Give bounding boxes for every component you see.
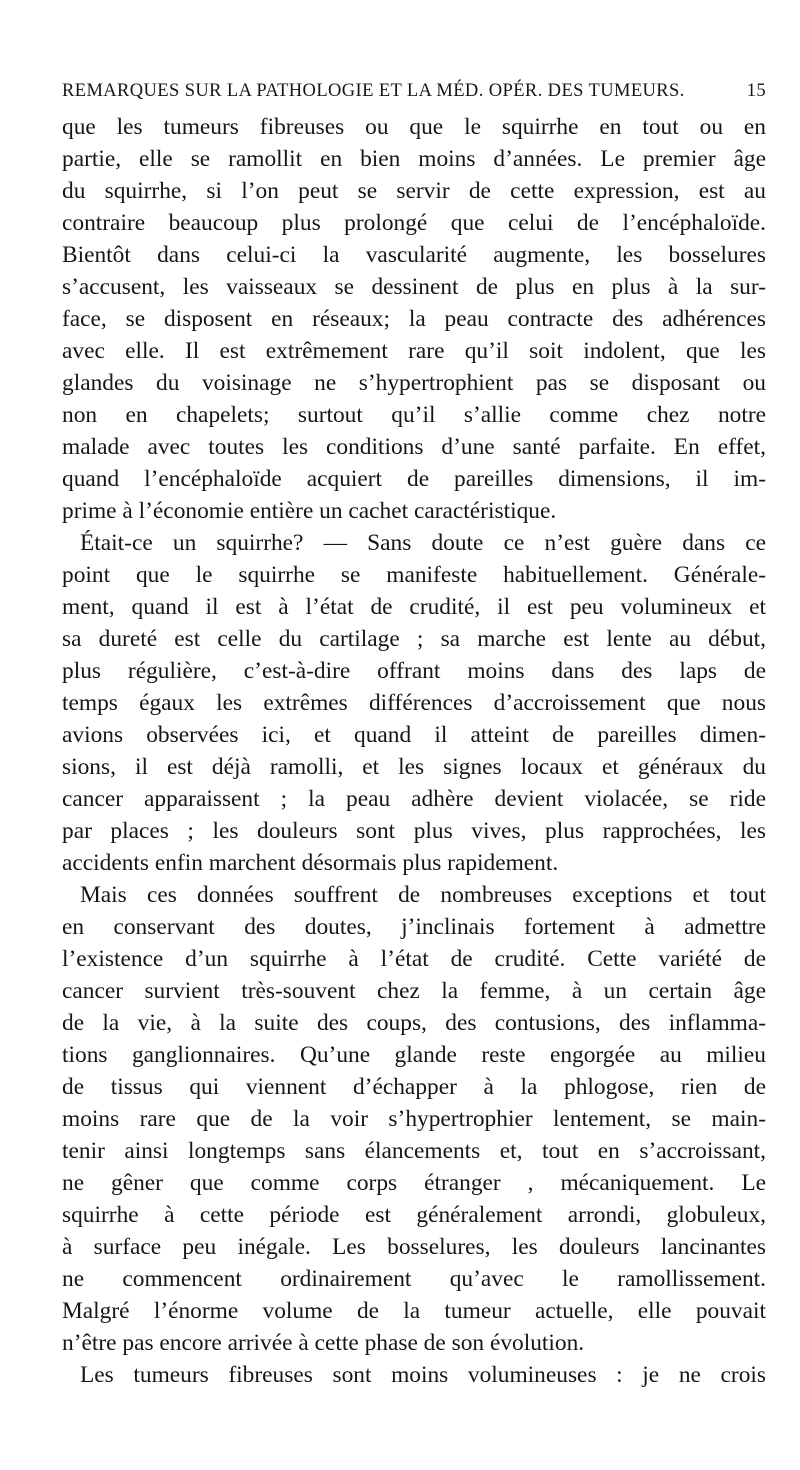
text-line: Bientôt dans celui-ci la vascularité augmente, les bosselures xyxy=(62,242,766,268)
text-line: ne gêner que comme corps étranger , mécaniquement. Le xyxy=(62,1170,766,1196)
body-text xyxy=(62,111,766,1391)
text-line: moins rare que de la voir s’hypertrophier lentement, se main- xyxy=(62,1106,766,1132)
text-line: Malgré l’énorme volume de la tumeur actuelle, elle pouvait xyxy=(62,1298,766,1324)
text-line: non en chapelets; surtout qu’il s’allie comme chez notre xyxy=(62,402,766,428)
text-line: à surface peu inégale. Les bosselures, les douleurs lancinantes xyxy=(62,1234,766,1260)
text-line: quand l’encéphaloïde acquiert de pareilles dimensions, il im- xyxy=(62,466,766,492)
text-line: de la vie, à la suite des coups, des contusions, des inflamma- xyxy=(62,1010,766,1036)
text-line: glandes du voisinage ne s’hypertrophient pas se disposant ou xyxy=(62,370,766,396)
text-line: temps égaux les extrêmes différences d’accroissement que nous xyxy=(62,690,766,716)
text-line: contraire beaucoup plus prolongé que celui de l’encéphaloïde. xyxy=(62,210,766,236)
text-line: cancer survient très-souvent chez la femme, à un certain âge xyxy=(62,978,766,1004)
text-line: l’existence d’un squirrhe à l’état de crudité. Cette variété de xyxy=(62,946,766,972)
text-line: du squirrhe, si l’on peut se servir de cette expression, est au xyxy=(62,178,766,204)
text-line: de tissus qui viennent d’échapper à la phlogose, rien de xyxy=(62,1074,766,1100)
text-line: point que le squirrhe se manifeste habituellement. Générale- xyxy=(62,562,766,588)
text-line: ne commencent ordinairement qu’avec le ramollissement. xyxy=(62,1266,766,1292)
text-line: sa dureté est celle du cartilage ; sa marche est lente au début, xyxy=(62,626,766,652)
text-line: sions, il est déjà ramolli, et les signes locaux et généraux du xyxy=(62,754,766,780)
text-line: tions ganglionnaires. Qu’une glande reste engorgée au milieu xyxy=(62,1042,766,1068)
page-number: 15 xyxy=(746,81,766,101)
text-line: squirrhe à cette période est généralement arrondi, globuleux, xyxy=(62,1202,766,1228)
text-line: cancer apparaissent ; la peau adhère devient violacée, se ride xyxy=(62,786,766,812)
text-line: accidents enfin marchent désormais plus rapidement. xyxy=(62,850,559,876)
text-line: partie, elle se ramollit en bien moins d’années. Le premier âge xyxy=(62,146,766,172)
running-title: REMARQUES SUR LA PATHOLOGIE ET LA MÉD. OPÉR. DES TUMEURS. xyxy=(62,81,685,101)
text-line: s’accusent, les vaisseaux se dessinent de plus en plus à la sur- xyxy=(62,274,766,300)
text-line: Était-ce un squirrhe? — Sans doute ce n’est guère dans ce xyxy=(80,530,766,556)
text-line: n’être pas encore arrivée à cette phase de son évolution. xyxy=(62,1330,585,1356)
text-line: Mais ces données souffrent de nombreuses exceptions et tout xyxy=(80,882,766,908)
book-page xyxy=(62,76,766,1391)
text-line: avions observées ici, et quand il atteint de pareilles dimen- xyxy=(62,722,766,748)
text-line: avec elle. Il est extrêmement rare qu’il soit indolent, que les xyxy=(62,338,766,364)
text-line: prime à l’économie entière un cachet caractéristique. xyxy=(62,498,557,524)
text-line: par places ; les douleurs sont plus vives, plus rapprochées, les xyxy=(62,818,766,844)
text-line: face, se disposent en réseaux; la peau contracte des adhérences xyxy=(62,306,766,332)
text-line: en conservant des doutes, j’inclinais fortement à admettre xyxy=(62,914,766,940)
text-line: malade avec toutes les conditions d’une santé parfaite. En effet, xyxy=(62,434,766,460)
text-line: tenir ainsi longtemps sans élancements et, tout en s’accroissant, xyxy=(62,1138,766,1164)
text-line: que les tumeurs fibreuses ou que le squirrhe en tout ou en xyxy=(62,114,766,140)
text-line: Les tumeurs fibreuses sont moins volumineuses : je ne crois xyxy=(80,1362,766,1388)
text-line: ment, quand il est à l’état de crudité, il est peu volumineux et xyxy=(62,594,766,620)
running-header xyxy=(62,76,766,106)
text-line: plus régulière, c’est-à-dire offrant moins dans des laps de xyxy=(62,658,766,684)
